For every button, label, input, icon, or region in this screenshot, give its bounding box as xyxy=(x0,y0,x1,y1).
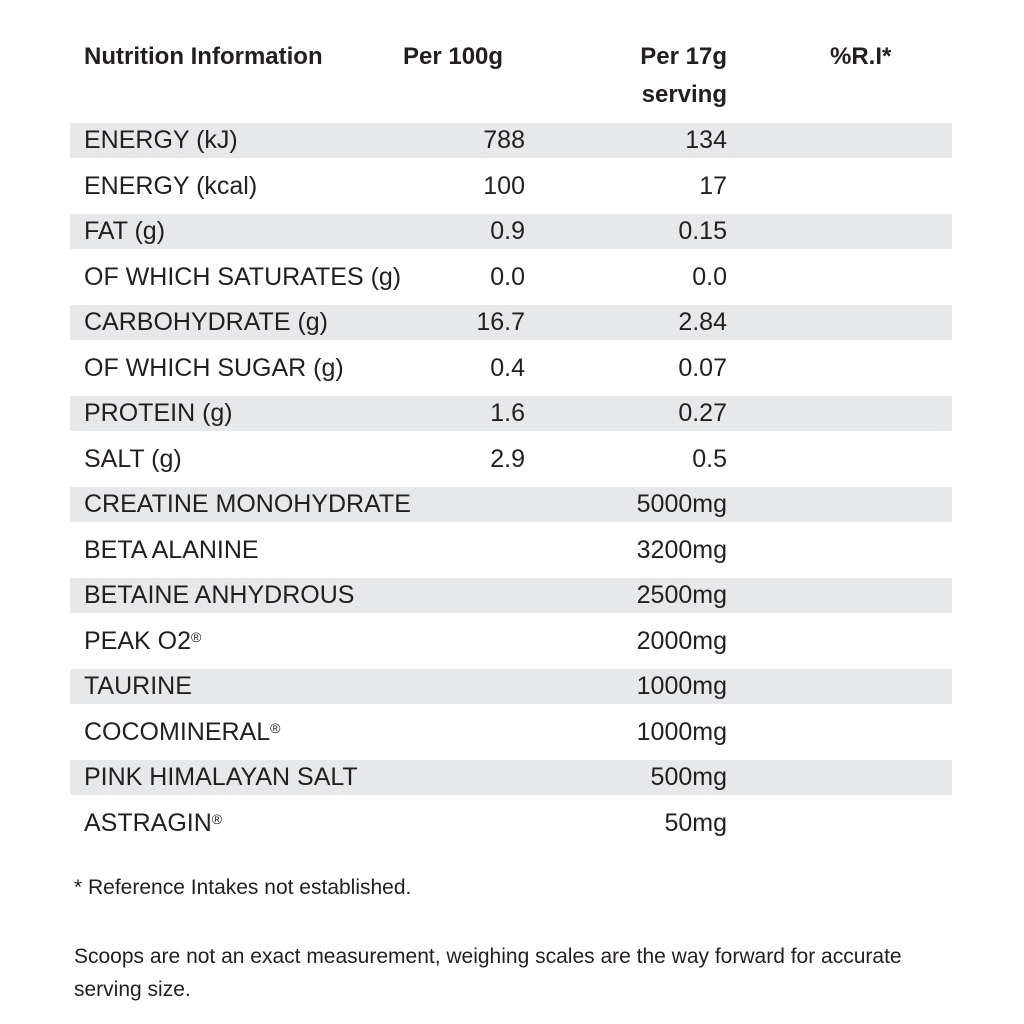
header-per-serving xyxy=(586,38,727,114)
reference-intake-footnote: * Reference Intakes not established. xyxy=(74,876,412,899)
value-per-100g: 16.7 xyxy=(476,308,525,336)
nutrient-name-text: PROTEIN (g) xyxy=(84,399,233,427)
nutrient-name-text: BETA ALANINE xyxy=(84,535,259,564)
registered-trademark-mark: ® xyxy=(191,628,202,645)
nutrient-name-text: BETAINE ANHYDROUS xyxy=(84,581,355,609)
nutrient-name-text: FAT (g) xyxy=(84,217,166,245)
value-per-serving: 3200mg xyxy=(636,535,727,564)
header-per-serving-line1: Per 17g xyxy=(640,43,727,70)
nutrient-name-text: TAURINE xyxy=(84,672,192,700)
nutrient-name xyxy=(84,260,401,295)
value-per-serving: 134 xyxy=(685,126,727,154)
table-row xyxy=(70,669,952,704)
nutrient-name-text: PINK HIMALAYAN SALT xyxy=(84,763,358,791)
registered-trademark-mark: ® xyxy=(270,719,281,736)
value-per-serving: 5000mg xyxy=(636,490,727,518)
nutrient-name xyxy=(84,487,411,522)
nutrient-name-text: COCOMINERAL xyxy=(84,717,271,746)
nutrient-name xyxy=(84,760,358,795)
value-per-serving: 0.27 xyxy=(678,399,727,427)
value-per-serving: 0.15 xyxy=(678,217,727,245)
nutrient-name xyxy=(84,624,201,659)
value-per-serving: 500mg xyxy=(650,763,727,791)
nutrient-name xyxy=(84,396,233,431)
value-per-100g: 2.9 xyxy=(490,444,525,473)
registered-trademark-mark: ® xyxy=(211,810,223,827)
header-reference-intake: %R.I* xyxy=(830,43,892,70)
table-row xyxy=(70,715,952,750)
value-per-serving: 0.0 xyxy=(692,262,727,291)
value-per-100g: 1.6 xyxy=(490,399,525,427)
table-row xyxy=(70,442,952,477)
nutrient-name xyxy=(84,351,344,386)
table-row xyxy=(70,123,952,158)
table-row xyxy=(70,396,952,431)
table-row xyxy=(70,260,952,295)
value-per-serving: 0.5 xyxy=(692,444,727,473)
value-per-serving: 2500mg xyxy=(636,581,727,609)
serving-note: Scoops are not an exact measurement, weighing scales are the way forward for accurate serving size. xyxy=(74,945,902,1001)
nutrient-name-text: CREATINE MONOHYDRATE xyxy=(84,490,411,518)
nutrient-name xyxy=(84,214,165,249)
value-per-serving: 1000mg xyxy=(636,717,727,746)
nutrient-name xyxy=(84,169,257,204)
header-nutrition-information: Nutrition Information xyxy=(84,43,323,70)
value-per-100g: 0.4 xyxy=(490,353,525,382)
value-per-serving: 50mg xyxy=(664,808,727,837)
nutrient-name xyxy=(84,669,192,704)
table-row xyxy=(70,533,952,568)
table-row xyxy=(70,214,952,249)
table-header xyxy=(70,38,952,123)
nutrient-name-text: CARBOHYDRATE (g) xyxy=(84,308,329,336)
table-row xyxy=(70,624,952,659)
table-row xyxy=(70,760,952,795)
nutrient-name-text: ENERGY (kJ) xyxy=(84,126,238,154)
value-per-100g: 0.9 xyxy=(490,217,525,245)
table-row xyxy=(70,169,952,204)
table-row xyxy=(70,578,952,613)
nutrient-name-text: OF WHICH SUGAR (g) xyxy=(84,353,344,382)
nutrient-name-text: OF WHICH SATURATES (g) xyxy=(84,262,402,291)
nutrient-name xyxy=(84,806,222,841)
nutrient-name xyxy=(84,715,280,750)
table-row xyxy=(70,806,952,841)
nutrient-name-text: SALT (g) xyxy=(84,444,182,473)
value-per-100g: 788 xyxy=(483,126,525,154)
nutrient-name xyxy=(84,578,354,613)
nutrient-name xyxy=(84,442,182,477)
table-row xyxy=(70,351,952,386)
value-per-serving: 1000mg xyxy=(636,672,727,700)
nutrient-name xyxy=(84,305,328,340)
table-row xyxy=(70,305,952,340)
value-per-serving: 17 xyxy=(699,171,727,200)
value-per-serving: 0.07 xyxy=(678,353,727,382)
value-per-100g: 0.0 xyxy=(490,262,525,291)
nutrient-name-text: ASTRAGIN xyxy=(84,808,212,837)
table-row xyxy=(70,487,952,522)
nutrition-table xyxy=(70,38,952,851)
nutrient-name xyxy=(84,123,238,158)
nutrient-name-text: PEAK O2 xyxy=(84,626,191,655)
value-per-100g: 100 xyxy=(483,171,525,200)
nutrient-name xyxy=(84,533,259,568)
value-per-serving: 2.84 xyxy=(678,308,727,336)
value-per-serving: 2000mg xyxy=(636,626,727,655)
header-per-100g: Per 100g xyxy=(403,43,504,70)
nutrient-name-text: ENERGY (kcal) xyxy=(84,171,258,200)
table-body xyxy=(70,123,952,841)
header-per-serving-line2: serving xyxy=(641,81,727,108)
